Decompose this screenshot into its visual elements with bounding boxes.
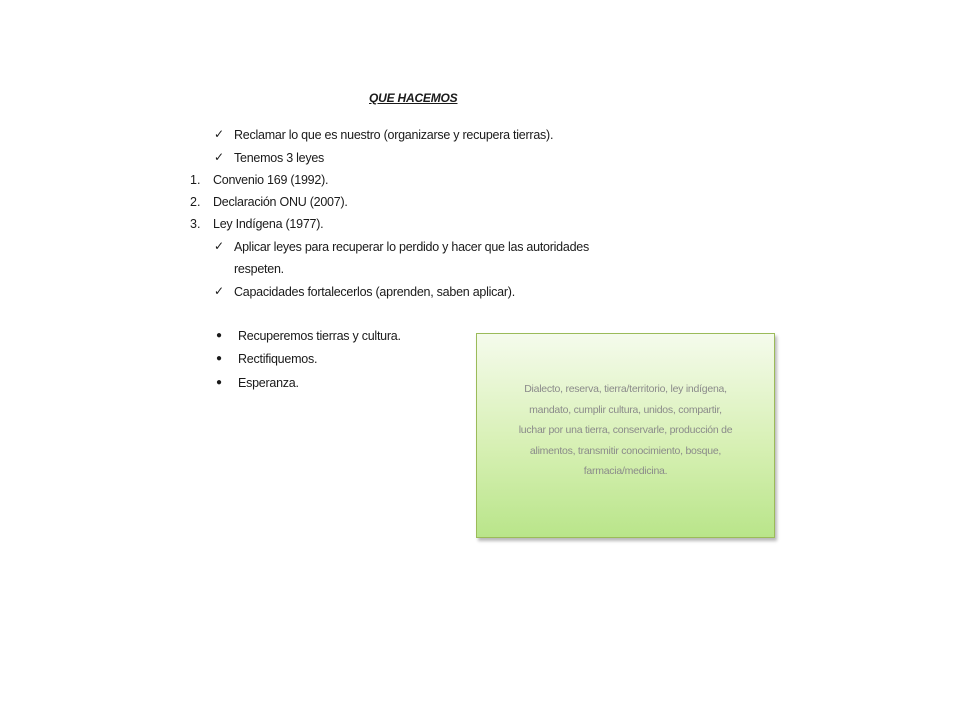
bullet-dot-icon: ●	[216, 377, 223, 388]
numbered-item-ley: Ley Indígena (1977).	[213, 217, 324, 231]
note-line: farmacia/medicina.	[583, 465, 668, 477]
bullet-item-recuperemos: Recuperemos tierras y cultura.	[238, 329, 401, 343]
note-line: Dialecto, reserva, tierra/territorio, ley indígena,	[524, 383, 727, 395]
list-number: 1.	[190, 173, 201, 187]
note-line: alimentos, transmitir conocimiento, bosque,	[529, 444, 722, 457]
check-mark-icon: ✓	[214, 127, 225, 141]
numbered-item-convenio: Convenio 169 (1992).	[213, 173, 329, 187]
bullet-dot-icon: ●	[216, 353, 223, 364]
bullet-item-esperanza: Esperanza.	[238, 376, 299, 390]
check-item-reclamar: Reclamar lo que es nuestro (organizarse y recupera tierras).	[234, 128, 554, 142]
list-number: 3.	[190, 217, 201, 231]
check-mark-icon: ✓	[214, 239, 225, 253]
check-item-tenemos: Tenemos 3 leyes	[234, 151, 325, 165]
check-item-capacidades: Capacidades fortalecerlos (aprenden, saben aplicar).	[234, 285, 515, 299]
bullet-item-rectifiquemos: Rectifiquemos.	[238, 352, 318, 366]
page-title: QUE HACEMOS	[369, 91, 458, 105]
check-item-aplicar-line2: respeten.	[234, 262, 284, 276]
check-mark-icon: ✓	[214, 150, 225, 164]
note-line: luchar por una tierra, conservarle, producción de	[518, 424, 733, 436]
numbered-item-declaracion: Declaración ONU (2007).	[213, 195, 348, 209]
note-text	[487, 379, 764, 482]
keywords-note-box	[476, 333, 775, 538]
list-number: 2.	[190, 195, 201, 209]
note-line: mandato, cumplir cultura, unidos, compartir,	[529, 403, 722, 416]
bullet-dot-icon: ●	[216, 330, 223, 341]
check-item-aplicar-line1: Aplicar leyes para recuperar lo perdido y hacer que las autoridades	[234, 240, 589, 254]
check-mark-icon: ✓	[214, 284, 225, 298]
